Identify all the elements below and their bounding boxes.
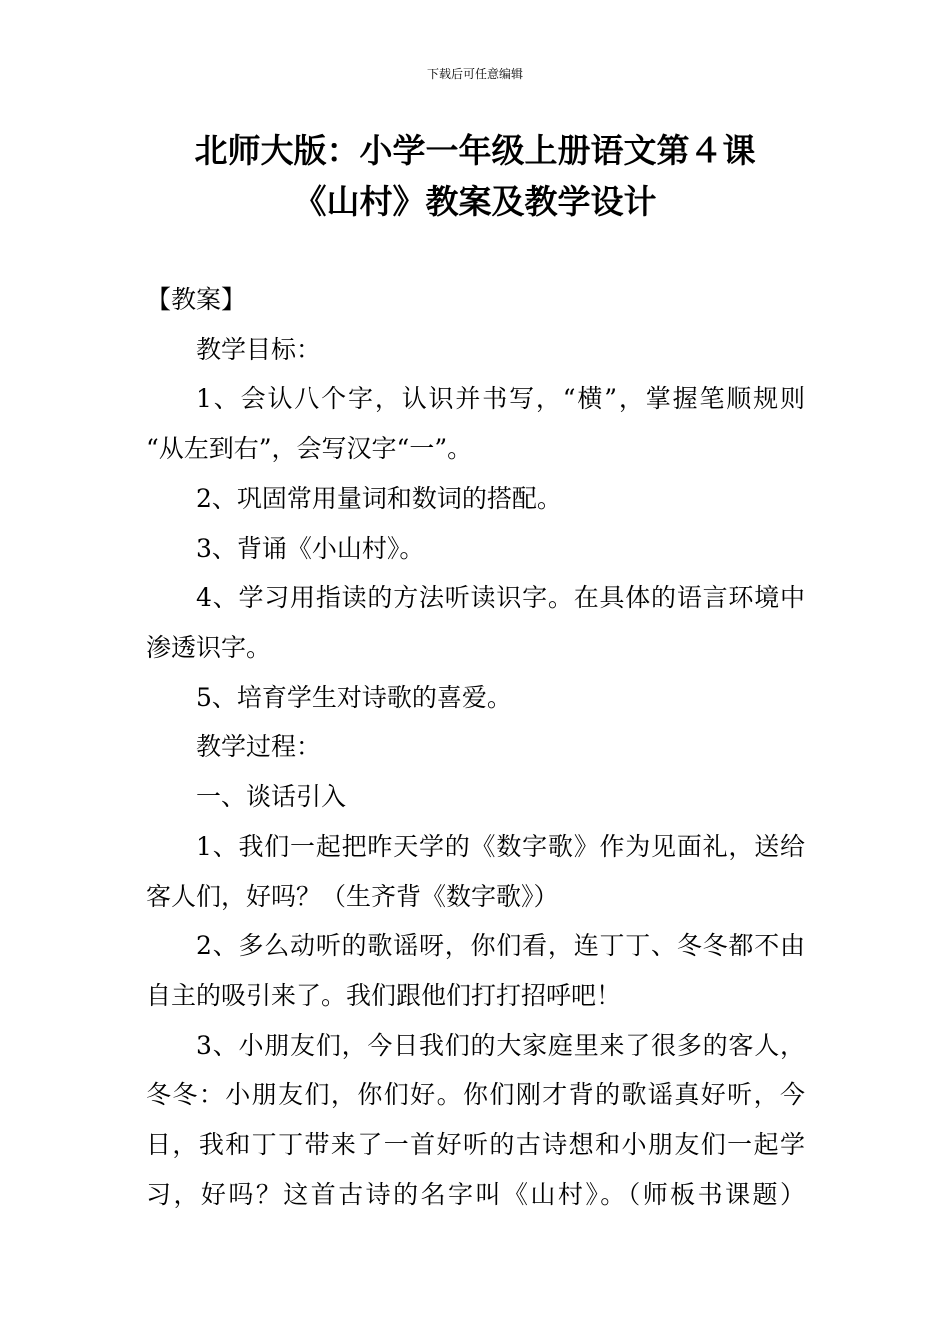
paragraph-line: 习，好吗？这首古诗的名字叫《山村》。（师板书课题） [146, 1180, 805, 1209]
document-title-line-2: 《山村》教案及教学设计 [293, 182, 657, 221]
paragraph-line: 客人们，好吗？（生齐背《数字歌》） [146, 882, 559, 911]
subheading-intro: 一、谈话引入 [196, 782, 347, 811]
paragraph-line: 渗透识字。 [146, 633, 272, 662]
paragraph-line: 5、培育学生对诗歌的喜爱。 [196, 683, 512, 712]
paragraph-line: 1、我们一起把昨天学的《数字歌》作为见面礼，送给 [196, 832, 805, 861]
paragraph-line: 冬冬：小朋友们，你们好。你们刚才背的歌谣真好听，今 [146, 1080, 805, 1109]
heading-teaching-process: 教学过程： [196, 732, 322, 761]
section-heading-lesson-plan: 【教案】 [146, 285, 247, 314]
paragraph-line: 2、巩固常用量词和数词的搭配。 [196, 484, 562, 513]
paragraph-line: 2、多么动听的歌谣呀，你们看，连丁丁、冬冬都不由 [196, 931, 805, 960]
paragraph-line: 自主的吸引来了。我们跟他们打打招呼吧！ [146, 981, 622, 1010]
page-header-note: 下载后可任意编辑 [426, 67, 523, 81]
heading-teaching-goals: 教学目标： [196, 335, 322, 364]
paragraph-line: 3、小朋友们，今日我们的大家庭里来了很多的客人， [196, 1031, 805, 1060]
paragraph-line: “从左到右”，会写汉字“一”。 [146, 434, 473, 463]
paragraph-line: 4、学习用指读的方法听读识字。在具体的语言环境中 [196, 583, 805, 612]
document-title-line-1: 北师大版：小学一年级上册语文第４课 [194, 131, 756, 170]
paragraph-line: 日，我和丁丁带来了一首好听的古诗想和小朋友们一起学 [146, 1130, 805, 1159]
paragraph-line: 3、背诵《小山村》。 [196, 534, 425, 563]
paragraph-line: 1、会认八个字，认识并书写，“横”，掌握笔顺规则 [196, 384, 805, 413]
